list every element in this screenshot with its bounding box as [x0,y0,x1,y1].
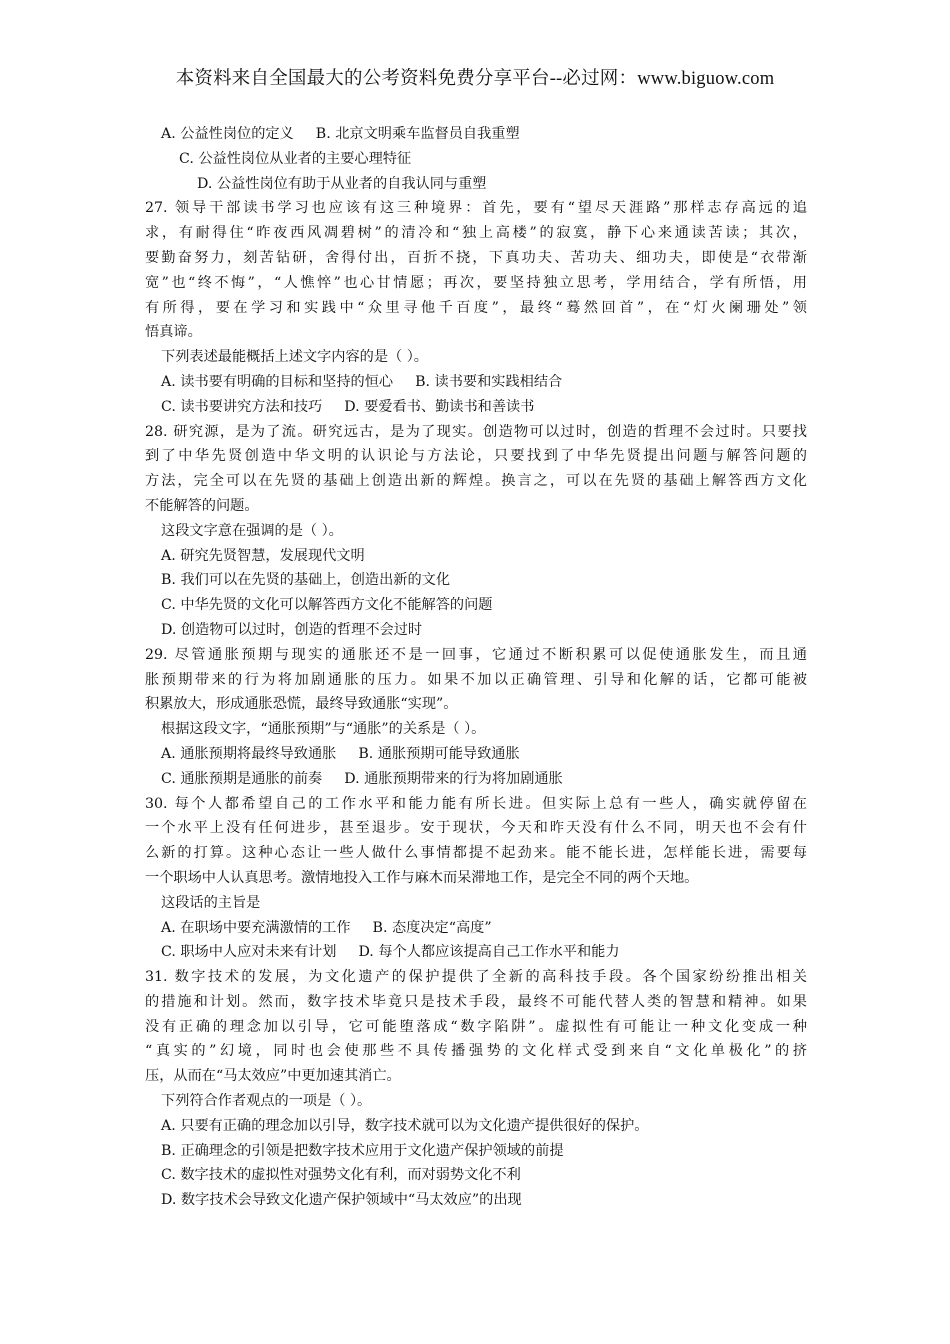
q30-line-1: 30. 每个人都希望自己的工作水平和能力能有所长进。但实际上总有一些人，确实就停留在 [145,795,807,812]
page-header: 本资料来自全国最大的公考资料免费分享平台--必过网：www.biguow.com [175,69,775,89]
q28-passage [145,420,807,519]
q30-options-row-2 [145,940,807,965]
q30-question: 这段话的主旨是 [161,894,261,911]
q27-passage [145,196,807,345]
q27-line-3: 要勤奋努力，刻苦钻研，舍得付出，百折不挠，下真功夫、苦功夫、细功夫，即使是“衣带渐 [145,249,807,266]
q29-option-a: A. 通胀预期将最终导致通胀 [161,745,337,762]
q26-options-row-1 [145,122,807,147]
q28-option-a: A. 研究先贤智慧，发展现代文明 [161,547,365,564]
q29-line-1: 29. 尽管通胀预期与现实的通胀还不是一回事，它通过不断积累可以促使通胀发生，而且通 [145,646,807,663]
q28-line-4: 不能解答的问题。 [145,497,259,514]
q30-options-row-1 [145,916,807,941]
q30-passage [145,792,807,891]
q27-line-6: 悟真谛。 [145,324,202,341]
q26-option-d: D. 公益性岗位有助于从业者的自我认同与重塑 [197,175,487,192]
q27-line-5: 有所得，要在学习和实践中“众里寻他千百度”，最终“蓦然回首”，在“灯火阑珊处”领 [145,299,807,316]
q27-options-row-1 [145,370,807,395]
document-body [145,122,807,1213]
q31-option-d: D. 数字技术会导致文化遗产保护领域中“马太效应”的出现 [161,1192,522,1209]
q27-question: 下列表述最能概括上述文字内容的是（ ）。 [161,349,428,366]
q27-line-1: 27. 领导干部读书学习也应该有这三种境界：首先，要有“望尽天涯路”那样志存高远的追 [145,200,807,217]
q28-line-1: 28. 研究源，是为了流。研究远古，是为了现实。创造物可以过时，创造的哲理不会过时。只要找 [145,423,807,440]
q29-options-row-2 [145,767,807,792]
q29-line-2: 胀预期带来的行为将加剧通胀的压力。如果不加以正确管理、引导和化解的话，它都可能被 [145,671,807,688]
q30-option-c: C. 职场中人应对未来有计划 [161,944,337,961]
q31-line-5: 压，从而在“马太效应”中更加速其消亡。 [145,1068,401,1085]
q29-options-row-1 [145,742,807,767]
q28-line-2: 到了中华先贤创造中华文明的认识论与方法论，只要找到了中华先贤提出问题与解答问题的 [145,448,807,465]
q31-passage [145,965,807,1089]
q31-option-b: B. 正确理念的引领是把数字技术应用于文化遗产保护领域的前提 [161,1142,564,1159]
q29-option-c: C. 通胀预期是通胀的前奏 [161,770,323,787]
q27-option-a: A. 读书要有明确的目标和坚持的恒心 [161,373,394,390]
q28-option-c: C. 中华先贤的文化可以解答西方文化不能解答的问题 [161,597,493,614]
q30-option-d: D. 每个人都应该提高自己工作水平和能力 [358,944,620,961]
q27-line-4: 宽”也“终不悔”，“人憔悴”也心甘情愿；再次，要坚持独立思考，学用结合，学有所悟，用 [145,274,807,291]
q27-option-b: B. 读书要和实践相结合 [415,373,563,390]
q28-line-3: 方法，完全可以在先贤的基础上创造出新的辉煌。换言之，可以在先贤的基础上解答西方文化 [145,473,807,490]
q30-option-b: B. 态度决定“高度” [372,919,492,936]
q28-option-b: B. 我们可以在先贤的基础上，创造出新的文化 [161,572,451,589]
q30-option-a: A. 在职场中要充满激情的工作 [161,919,351,936]
q29-question: 根据这段文字，“通胀预期”与“通胀”的关系是（ ）。 [161,721,486,738]
q31-line-2: 的措施和计划。然而，数字技术毕竟只是技术手段，最终不可能代替人类的智慧和精神。如果 [145,993,807,1010]
q31-line-1: 31. 数字技术的发展，为文化遗产的保护提供了全新的高科技手段。各个国家纷纷推出相关 [145,969,807,986]
q29-passage [145,643,807,717]
q29-option-b: B. 通胀预期可能导致通胀 [358,745,520,762]
q27-line-2: 求，有耐得住“昨夜西风凋碧树”的清冷和“独上高楼”的寂寞，静下心来通读苦读；其次， [145,225,807,242]
q28-question: 这段文字意在强调的是（ ）。 [161,522,343,539]
q27-option-c: C. 读书要讲究方法和技巧 [161,398,323,415]
q26-option-c: C. 公益性岗位从业者的主要心理特征 [179,150,412,167]
q26-option-a: A. 公益性岗位的定义 [161,126,294,142]
q31-question: 下列符合作者观点的一项是（ ）。 [161,1093,372,1110]
q28-option-d: D. 创造物可以过时，创造的哲理不会过时 [161,621,423,638]
q27-option-d: D. 要爱看书、勤读书和善读书 [344,398,535,415]
q29-line-3: 积累放大，形成通胀恐慌，最终导致通胀“实现”。 [145,696,458,713]
q27-options-row-2 [145,395,807,420]
q30-line-3: 么新的打算。这种心态让一些人做什么事情都提不起劲来。能不能长进，怎样能长进，需要每 [145,845,807,862]
q26-option-b: B. 北京文明乘车监督员自我重塑 [315,126,520,142]
q29-option-d: D. 通胀预期带来的行为将加剧通胀 [344,770,563,787]
q30-line-2: 一个水平上没有任何进步，甚至退步。安于现状，今天和昨天没有什么不同，明天也不会有什 [145,820,807,837]
q31-line-3: 没有正确的理念加以引导，它可能堕落成“数字陷阱”。虚拟性有可能让一种文化变成一种 [145,1018,807,1035]
q31-option-a: A. 只要有正确的理念加以引导，数字技术就可以为文化遗产提供很好的保护。 [161,1117,649,1134]
q30-line-4: 一个职场中人认真思考。激情地投入工作与麻木而呆滞地工作，是完全不同的两个天地。 [145,869,699,886]
q31-option-c: C. 数字技术的虚拟性对强势文化有利，而对弱势文化不利 [161,1167,521,1184]
q31-line-4: “真实的”幻境，同时也会使那些不具传播强势的文化样式受到来自“文化单极化”的挤 [145,1043,807,1060]
